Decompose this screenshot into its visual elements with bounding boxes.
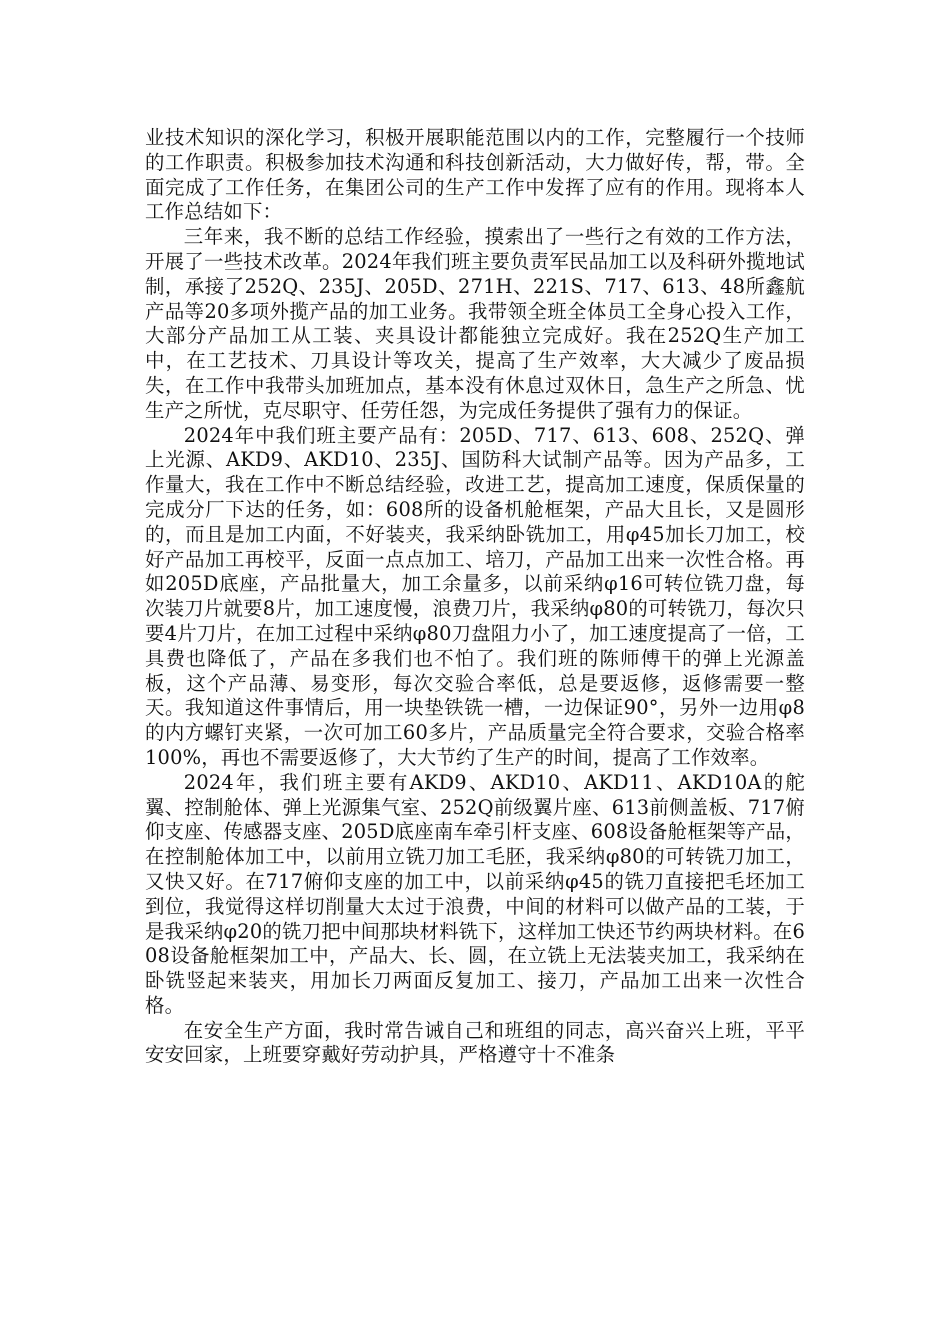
paragraph-2: 三年来，我不断的总结工作经验，摸索出了一些行之有效的工作方法，开展了一些技术改革。2024年我们班主要负责军民品加工以及科研外揽地试制，承接了252Q、235J、205D、271H、221S、717、613、48所鑫航产品等20多项外揽产品的加工业务。我带领全班全体员工全身心投入工作，大部分产品加工从工装、夹具设计都能独立完成好。我在252Q生产加工中，在工艺技术、刀具设计等攻关，提高了生产效率，大大减少了废品损失，在工作中我带头加班加点，基本没有休息过双休日，急生产之所急、忧生产之所忧，克尽职守、任劳任怨，为完成任务提供了强有力的保证。 <box>145 225 805 422</box>
paragraph-5: 在安全生产方面，我时常告诫自己和班组的同志，高兴奋兴上班，平平安安回家，上班要穿戴好劳动护具，严格遵守十不准条 <box>145 1018 805 1067</box>
paragraph-4: 2024年，我们班主要有AKD9、AKD10、AKD11、AKD10A的舵翼、控制舱体、弹上光源集气室、252Q前级翼片座、613前侧盖板、717俯仰支座、传感器支座、205D底座南车牵引杆支座、608设备舱框架等产品，在控制舱体加工中，以前用立铣刀加工毛胚，我采纳φ80的可转铣刀加工，又快又好。在717俯仰支座的加工中，以前采纳φ45的铣刀直接把毛坯加工到位，我觉得这样切削量大太过于浪费，中间的材料可以做产品的工装，于是我采纳φ20的铣刀把中间那块材料铣下，这样加工快还节约两块材料。在608设备舱框架加工中，产品大、长、圆，在立铣上无法装夹加工，我采纳在卧铣竖起来装夹，用加长刀两面反复加工、接刀，产品加工出来一次性合格。 <box>145 770 805 1017</box>
paragraph-3: 2024年中我们班主要产品有：205D、717、613、608、252Q、弹上光源、AKD9、AKD10、235J、国防科大试制产品等。因为产品多，工作量大，我在工作中不断总结经验，改进工艺，提高加工速度，保质保量的完成分厂下达的任务，如：608所的设备机舱框架，产品大且长，又是圆形的，而且是加工内面，不好装夹，我采纳卧铣加工，用φ45加长刀加工，校好产品加工再校平，反面一点点加工、培刀，产品加工出来一次性合格。再如205D底座，产品批量大，加工余量多，以前采纳φ16可转位铣刀盘，每次装刀片就要8片，加工速度慢，浪费刀片，我采纳φ80的可转铣刀，每次只要4片刀片，在加工过程中采纳φ80刀盘阻力小了，加工速度提高了一倍，工具费也降低了，产品在多我们也不怕了。我们班的陈师傅干的弹上光源盖板，这个产品薄、易变形，每次交验合率低，总是要返修，返修需要一整天。我知道这件事情后，用一块垫铁铣一槽，一边保证90°，另外一边用φ8的内方螺钉夹紧，一次可加工60多片，产品质量完全符合要求，交验合格率100%，再也不需要返修了，大大节约了生产的时间，提高了工作效率。 <box>145 423 805 769</box>
paragraph-1: 业技术知识的深化学习，积极开展职能范围以内的工作，完整履行一个技师的工作职责。积极参加技术沟通和科技创新活动，大力做好传，帮，带。全面完成了工作任务，在集团公司的生产工作中发挥了应有的作用。现将本人工作总结如下： <box>145 126 805 224</box>
document-page <box>145 126 805 1068</box>
